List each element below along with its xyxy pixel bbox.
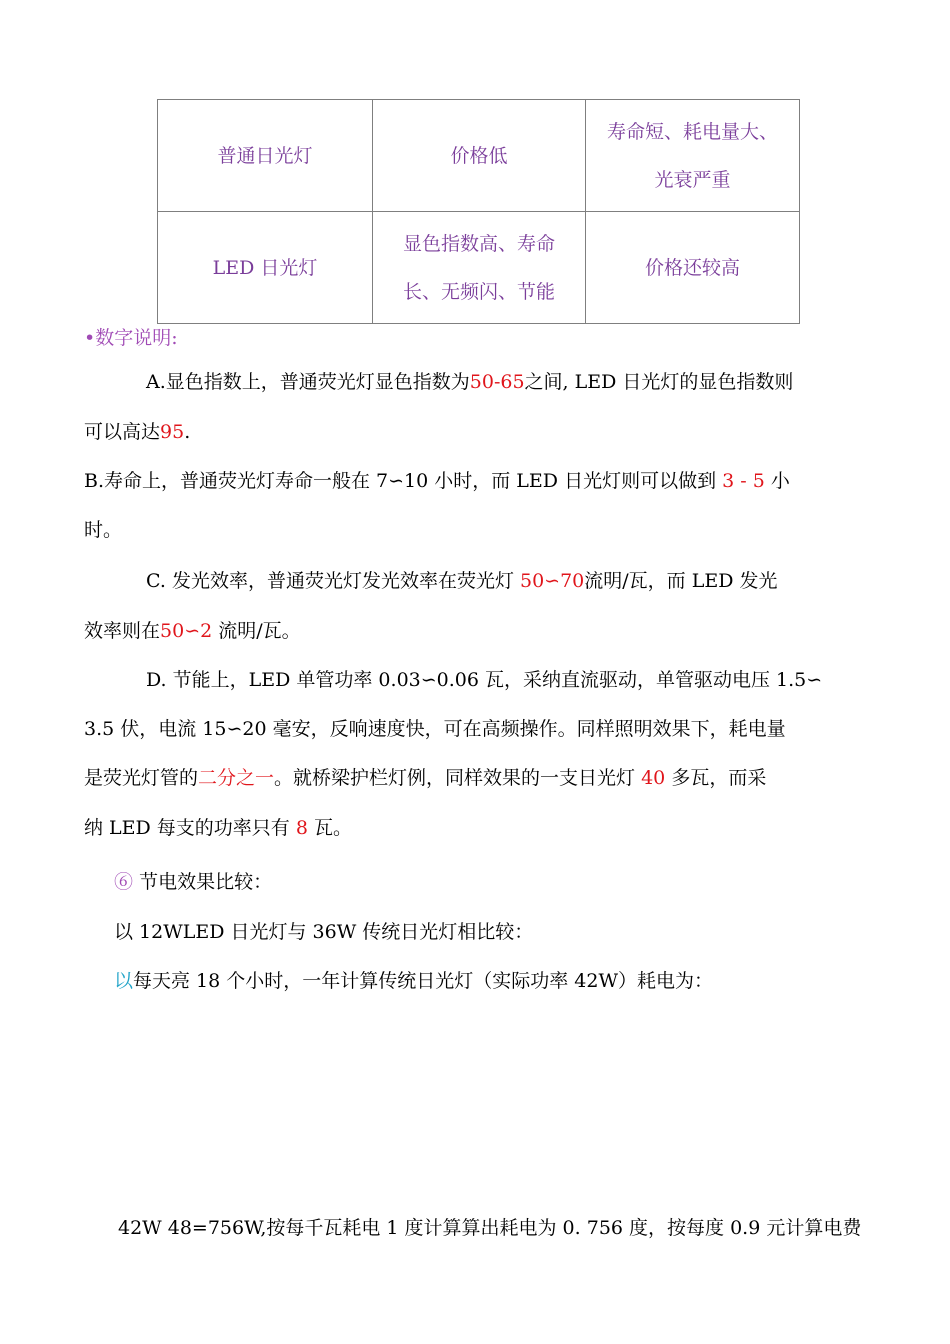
highlight-number: 95 [160, 421, 185, 443]
highlight-number: 50∽70 [520, 570, 585, 592]
highlight-number: 50∽2 [160, 620, 213, 642]
table-cell-advantage [373, 212, 586, 324]
circled-number-marker: ⑥ [114, 871, 134, 893]
highlight-number: 3 - 5 [722, 470, 765, 492]
text: . [184, 421, 191, 443]
text: 小 [770, 470, 790, 492]
text: 流明/瓦，而 LED 发光 [584, 570, 778, 592]
section-heading: •数字说明: [84, 327, 178, 349]
text: 每天亮 18 个小时，一年计算传统日光灯（实际功率 42W）耗电为： [133, 970, 714, 992]
table-cell-disadvantage [586, 212, 800, 324]
text: B.寿命上，普通荧光灯寿命一般在 7∽10 小时，而 LED 日光灯则可以做到 [84, 470, 717, 492]
comparison-line: 以 12WLED 日光灯与 36W 传统日光灯相比较： [114, 921, 534, 943]
table-row [158, 212, 800, 324]
cell-text: 价格低 [450, 144, 508, 167]
cell-text-line: 显色指数高、寿命 [402, 232, 555, 255]
table-row [158, 100, 800, 212]
table-cell-disadvantage [586, 100, 800, 212]
text: 流明/瓦。 [218, 620, 301, 642]
highlight-number: 8 [295, 817, 308, 839]
paragraph-b-line-1 [84, 468, 790, 494]
paragraph-a-line-2 [84, 419, 190, 445]
table-cell-advantage [373, 100, 586, 212]
paragraph-a-line-1 [146, 369, 793, 395]
paragraph-b-line-2: 时。 [84, 519, 123, 541]
text: 。就桥梁护栏灯例，同样效果的一支日光灯 [274, 767, 636, 789]
text: 以 [114, 970, 134, 992]
daily-usage-line [114, 968, 713, 994]
highlight-number: 40 [641, 767, 666, 789]
text: 效率则在 [84, 620, 161, 642]
section-title: 节电效果比较： [139, 871, 273, 893]
text: 是荧光灯管的 [84, 767, 199, 789]
text: 纳 LED 每支的功率只有 [84, 817, 290, 839]
text: 瓦。 [314, 817, 353, 839]
paragraph-c-line-2 [84, 618, 301, 644]
cell-text-line: 光衰严重 [654, 168, 731, 191]
table-cell-lamp-type [158, 100, 373, 212]
cell-text: 价格还较高 [644, 256, 740, 279]
cell-text: 普通日光灯 [217, 144, 313, 167]
table-cell-lamp-type [158, 212, 373, 324]
section-6-heading [114, 869, 272, 895]
paragraph-c-line-1 [146, 568, 777, 594]
paragraph-d-line-3 [84, 765, 766, 791]
cell-text: LED 日光灯 [212, 256, 318, 279]
paragraph-d-line-1: D. 节能上，LED 单管功率 0.03∽0.06 瓦，采纳直流驱动，单管驱动电压 1.5∽ [146, 669, 823, 691]
highlight-number: 50-65 [469, 371, 525, 393]
highlight-text: 二分之一 [198, 767, 275, 789]
text: 多瓦，而采 [671, 767, 767, 789]
paragraph-d-line-2: 3.5 伏，电流 15∽20 毫安，反响速度快，可在高频操作。同样照明效果下，耗电量 [84, 718, 786, 740]
text: C. 发光效率，普通荧光灯发光效率在荧光灯 [146, 570, 514, 592]
calculation-line: 42W 48=756W,按每千瓦耗电 1 度计算算出耗电为 0. 756 度，按每度 0.9 元计算电费 [118, 1217, 862, 1239]
text: 可以高达 [84, 421, 161, 443]
cell-text-line: 长、无频闪、节能 [402, 280, 555, 303]
paragraph-d-line-4 [84, 815, 352, 841]
text: A.显色指数上，普通荧光灯显色指数为 [146, 371, 470, 393]
cell-text-line: 寿命短、耗电量大、 [606, 120, 778, 143]
comparison-table [157, 99, 800, 324]
text: 之间, LED 日光灯的显色指数则 [524, 371, 794, 393]
